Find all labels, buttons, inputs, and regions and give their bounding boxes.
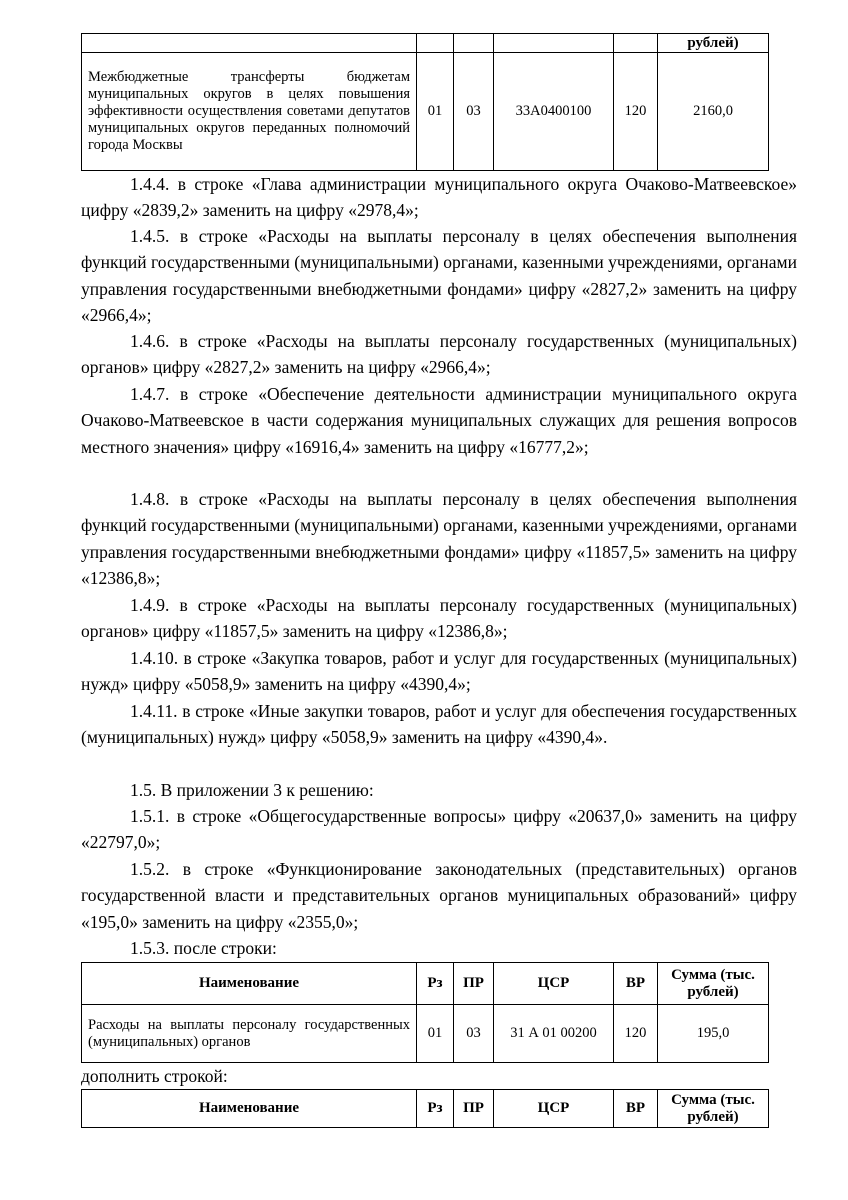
header-sum: Сумма (тыс. рублей)	[658, 963, 769, 1005]
paragraph-1-5: 1.5. В приложении 3 к решению:	[130, 780, 374, 800]
paragraph-1-4-10: 1.4.10. в строке «Закупка товаров, работ и услуг для государственных (муниципальных) нужд» цифру «5058,9» заменить на цифру «4390,4»;	[81, 648, 797, 695]
header-name: Наименование	[82, 1090, 417, 1128]
header-pr: ПР	[454, 963, 494, 1005]
table-header-tail-row	[82, 34, 769, 53]
row-name: Межбюджетные трансферты бюджетам муниципальных округов в целях повышения эффективности осуществления советами депутатов муниципальных округов переданных полномочий города Москвы	[82, 53, 417, 171]
table-row	[82, 53, 769, 171]
paragraph-1-4-6: 1.4.6. в строке «Расходы на выплаты персоналу государственных (муниципальных) органов» цифру «2827,2» заменить на цифру «2966,4»;	[81, 331, 797, 378]
row-sum: 195,0	[658, 1005, 769, 1063]
row-rz: 01	[417, 1005, 454, 1063]
table-after-row	[81, 962, 769, 1063]
header-sum-tail: рублей)	[658, 34, 769, 53]
paragraph-1-5-2: 1.5.2. в строке «Функционирование законодательных (представительных) органов государственной власти и представительных органов муниципальных образований» цифру «195,0» заменить на цифру «2355,0»;	[81, 859, 797, 932]
row-pr: 03	[454, 53, 494, 171]
row-vr: 120	[614, 53, 658, 171]
header-rz: Рз	[417, 963, 454, 1005]
paragraph-1-5-1: 1.5.1. в строке «Общегосударственные вопросы» цифру «20637,0» заменить на цифру «22797,0»;	[81, 806, 797, 853]
row-csr: 33А0400100	[494, 53, 614, 171]
paragraph-1-5-3: 1.5.3. после строки:	[130, 938, 277, 958]
paragraph-1-4-8: 1.4.8. в строке «Расходы на выплаты персоналу в целях обеспечения выполнения функций государственными (муниципальными) органами, казенными учреждениями, органами управления государственными внебюджетными фондами» цифру «11857,5» заменить на цифру «12386,8»;	[81, 489, 797, 589]
row-rz: 01	[417, 53, 454, 171]
paragraph-1-4-4: 1.4.4. в строке «Глава администрации муниципального округа Очаково-Матвеевское» цифру «2839,2» заменить на цифру «2978,4»;	[81, 174, 797, 221]
header-csr: ЦСР	[494, 1090, 614, 1128]
row-pr: 03	[454, 1005, 494, 1063]
row-vr: 120	[614, 1005, 658, 1063]
row-sum: 2160,0	[658, 53, 769, 171]
header-sum: Сумма (тыс. рублей)	[658, 1090, 769, 1128]
row-csr: 31 А 01 00200	[494, 1005, 614, 1063]
header-name: Наименование	[82, 963, 417, 1005]
header-vr: ВР	[614, 1090, 658, 1128]
paragraph-1-4-11: 1.4.11. в строке «Иные закупки товаров, работ и услуг для обеспечения государственных (муниципальных) нужд» цифру «5058,9» заменить на цифру «4390,4».	[81, 701, 797, 748]
header-csr: ЦСР	[494, 963, 614, 1005]
add-row-text: дополнить строкой:	[81, 1066, 228, 1086]
table-row	[82, 1005, 769, 1063]
table-header-row	[82, 963, 769, 1005]
header-vr: ВР	[614, 963, 658, 1005]
header-rz: Рз	[417, 1090, 454, 1128]
table-continuation	[81, 33, 769, 171]
table-new-row	[81, 1089, 769, 1128]
table-header-row	[82, 1090, 769, 1128]
paragraph-1-4-7: 1.4.7. в строке «Обеспечение деятельности администрации муниципального округа Очаково-Матвеевское в части содержания муниципальных служащих для решения вопросов местного значения» цифру «16916,4» заменить на цифру «16777,2»;	[81, 384, 797, 457]
header-pr: ПР	[454, 1090, 494, 1128]
paragraph-1-4-5: 1.4.5. в строке «Расходы на выплаты персоналу в целях обеспечения выполнения функций государственными (муниципальными) органами, казенными учреждениями, органами управления государственными внебюджетными фондами» цифру «2827,2» заменить на цифру «2966,4»;	[81, 226, 797, 326]
row-name: Расходы на выплаты персоналу государственных (муниципальных) органов	[82, 1005, 417, 1063]
paragraph-1-4-9: 1.4.9. в строке «Расходы на выплаты персоналу государственных (муниципальных) органов» цифру «11857,5» заменить на цифру «12386,8»;	[81, 595, 797, 642]
